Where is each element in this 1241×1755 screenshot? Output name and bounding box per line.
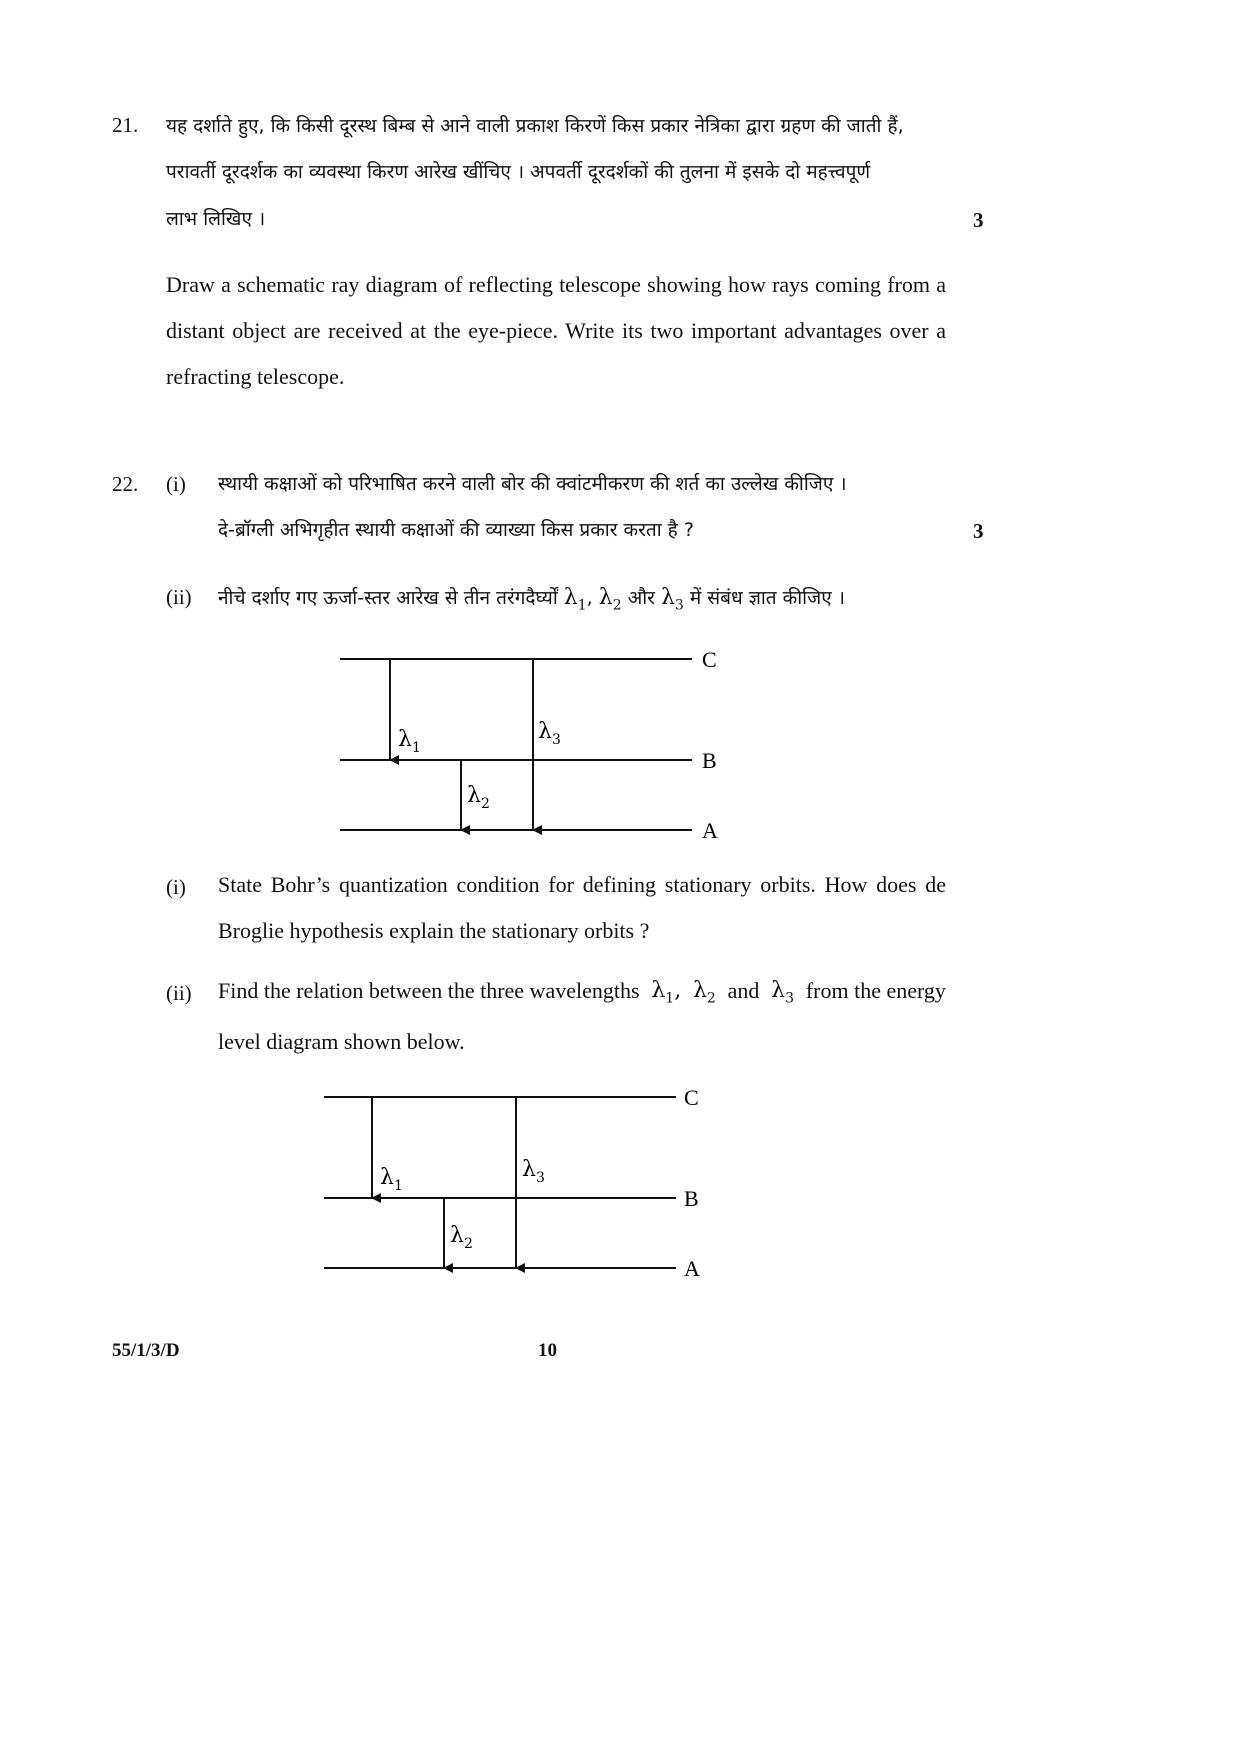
q22-english-part-i-label: (i) bbox=[166, 875, 186, 899]
q22-marks: 3 bbox=[973, 519, 984, 543]
energy-level-diagram-english bbox=[314, 1078, 734, 1288]
diagram-lambda-3: $\lambda_3$ bbox=[538, 719, 561, 748]
lambda-3-label: $\lambda_3$ bbox=[660, 585, 684, 614]
q21-hindi-line-3: लाभ लिखिए । bbox=[166, 208, 266, 230]
q21-hindi-line-2: परावर्ती दूरदर्शक का व्यवस्था किरण आरेख खींचिए । अपवर्ती दूरदर्शकों की तुलना में इसके दो महत्त्वपूर्ण bbox=[166, 161, 871, 183]
question-number-21: 21. bbox=[112, 113, 139, 137]
question-number-22: 22. bbox=[112, 472, 139, 496]
level-a-label: A bbox=[702, 818, 718, 843]
diagram-lambda-2: $\lambda_2$ bbox=[467, 783, 490, 812]
level-a-label: A bbox=[684, 1256, 700, 1281]
level-c-label: C bbox=[684, 1085, 699, 1110]
level-b-label: B bbox=[702, 748, 717, 773]
diagram-lambda-3: $\lambda_3$ bbox=[522, 1157, 545, 1186]
diagram-lambda-1: $\lambda_1$ bbox=[380, 1165, 403, 1194]
hindi-ii-pre: नीचे दर्शाए गए ऊर्जा-स्तर आरेख से तीन तरंगदैर्घ्यों bbox=[218, 587, 558, 609]
diagram-lambda-1: $\lambda_1$ bbox=[398, 727, 421, 756]
q22-hindi-part-i-line-2: दे-ब्रॉग्ली अभिगृहीत स्थायी कक्षाओं की व्याख्या किस प्रकार करता है ? bbox=[218, 519, 694, 541]
lambda-2-label: $\lambda_2$ bbox=[598, 585, 622, 614]
level-b-label: B bbox=[684, 1186, 699, 1211]
comma: , bbox=[586, 587, 593, 609]
q22-english-part-ii-line-2: level diagram shown below. bbox=[218, 1029, 465, 1054]
level-c-label: C bbox=[702, 647, 717, 672]
english-lambda-2: $\lambda_2$ bbox=[692, 978, 716, 1007]
english-ii-and: and bbox=[727, 978, 760, 1003]
q22-hindi-part-ii-label: (ii) bbox=[166, 585, 192, 609]
q22-english-part-i-text: State Bohr’s quantization condition for defining stationary orbits. How does de Broglie hypothesis explain the stationary orbits ? bbox=[218, 872, 946, 943]
english-lambda-3: $\lambda_3$ bbox=[771, 978, 795, 1007]
hindi-ii-post: में संबंध ज्ञात कीजिए । bbox=[689, 587, 845, 609]
english-ii-pre: Find the relation between the three wavelengths bbox=[218, 978, 640, 1003]
q21-english-text: Draw a schematic ray diagram of reflecting telescope showing how rays coming from a distant object are received at the eye-piece. Write its two important advantages over a refracting telescope. bbox=[166, 272, 946, 389]
q22-english-part-ii-label: (ii) bbox=[166, 981, 192, 1005]
page-number: 10 bbox=[538, 1340, 557, 1361]
hindi-ii-and: और bbox=[627, 587, 655, 609]
q21-hindi-line-1: यह दर्शाते हुए, कि किसी दूरस्थ बिम्ब से आने वाली प्रकाश किरणें किस प्रकार नेत्रिका द्वारा ग्रहण की जाती हैं, bbox=[166, 115, 904, 137]
diagram-lambda-2: $\lambda_2$ bbox=[450, 1223, 473, 1252]
english-lambda-1: $\lambda_1$, bbox=[651, 978, 682, 1007]
q22-english-part-ii-line-1 bbox=[218, 968, 946, 1021]
q21-marks: 3 bbox=[973, 208, 984, 232]
english-ii-post: from the energy bbox=[805, 978, 946, 1003]
paper-code: 55/1/3/D bbox=[112, 1340, 180, 1361]
q22-hindi-part-ii-text bbox=[218, 572, 845, 631]
q22-hindi-part-i-label: (i) bbox=[166, 472, 186, 496]
energy-level-diagram-hindi bbox=[330, 640, 750, 850]
lambda-1-label: $\lambda_1$ bbox=[563, 585, 587, 614]
q22-hindi-part-i-line-1: स्थायी कक्षाओं को परिभाषित करने वाली बोर की क्वांटमीकरण की शर्त का उल्लेख कीजिए । bbox=[218, 473, 847, 495]
